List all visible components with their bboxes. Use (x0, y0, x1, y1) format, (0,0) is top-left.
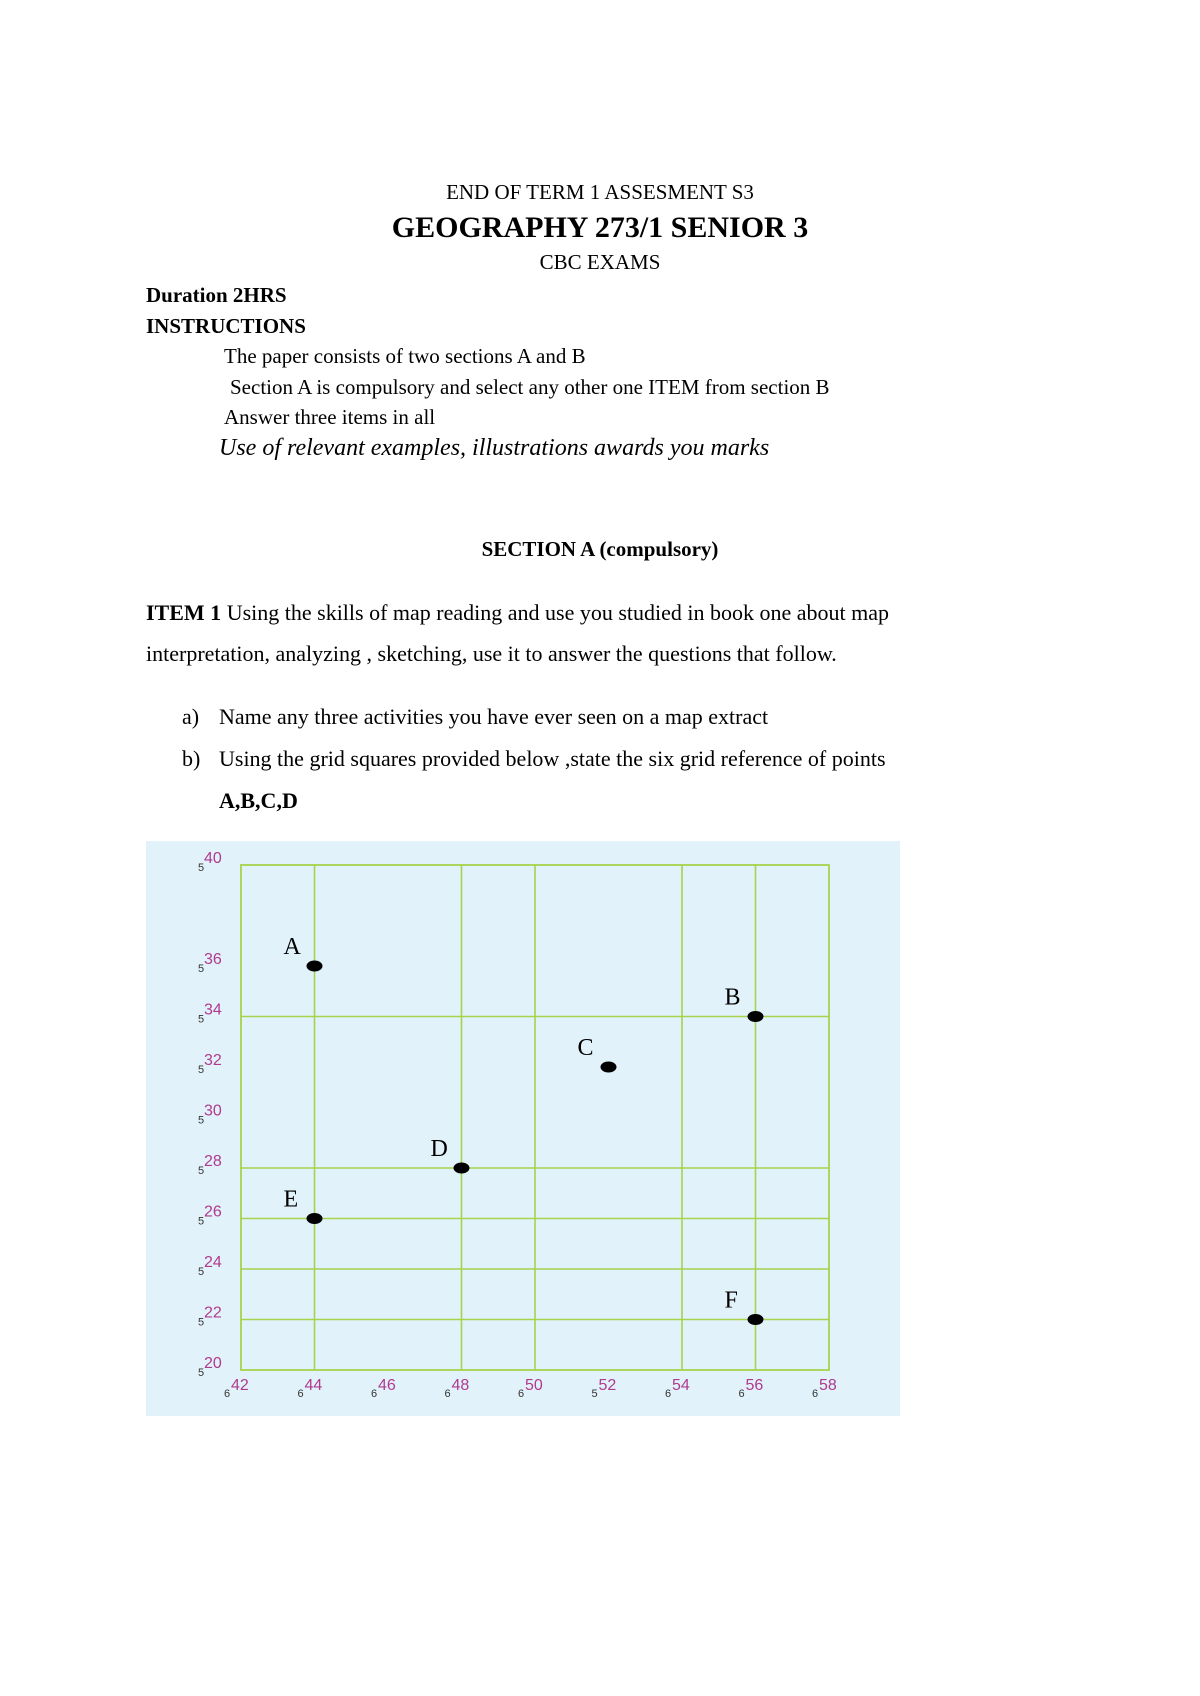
easting-prefix-label: 5 (591, 1388, 598, 1400)
assessment-title: END OF TERM 1 ASSESMENT S3 (446, 180, 754, 204)
easting-tick-label: 50 (525, 1377, 543, 1394)
map-background (146, 841, 900, 1416)
question-marker: a) (182, 704, 200, 729)
instructions-heading: INSTRUCTIONS (146, 314, 306, 338)
instruction-line: Answer three items in all (224, 405, 436, 429)
northing-prefix-label: 5 (198, 1064, 205, 1076)
map-point-label: D (430, 1136, 448, 1162)
instruction-line: The paper consists of two sections A and B (224, 344, 586, 368)
northing-tick-label: 34 (204, 1001, 222, 1019)
map-point-label: B (724, 984, 741, 1011)
northing-prefix-label: 5 (198, 963, 205, 975)
easting-prefix-label: 6 (738, 1388, 745, 1400)
northing-prefix-label: 5 (198, 1114, 205, 1127)
map-point-f (748, 1314, 764, 1325)
easting-prefix-label: 6 (297, 1388, 304, 1400)
easting-prefix-label: 6 (224, 1388, 231, 1400)
easting-tick-label: 48 (451, 1377, 470, 1394)
easting-prefix-label: 6 (812, 1388, 819, 1400)
points-list: A,B,C,D (219, 788, 298, 813)
northing-tick-label: 24 (204, 1254, 222, 1271)
northing-prefix-label: 5 (198, 1013, 205, 1026)
northing-prefix-label: 5 (198, 1266, 205, 1278)
section-a-heading: SECTION A (compulsory) (481, 537, 719, 561)
question-b-text: Using the grid squares provided below ,state the six grid reference of points (219, 746, 886, 771)
easting-tick-label: 58 (819, 1377, 837, 1394)
northing-tick-label: 26 (204, 1203, 222, 1221)
northing-tick-label: 30 (204, 1102, 222, 1120)
northing-tick-label: 40 (204, 850, 222, 867)
exam-title: GEOGRAPHY 273/1 SENIOR 3 (391, 211, 809, 244)
map-point-a (307, 961, 323, 972)
question-a-text: Name any three activities you have ever seen on a map extract (219, 704, 769, 729)
easting-prefix-label: 6 (444, 1388, 451, 1400)
easting-tick-label: 52 (598, 1377, 617, 1394)
grid-reference-map (146, 841, 900, 1416)
map-point-label: F (724, 1287, 738, 1314)
map-point-label: A (283, 934, 301, 960)
item-1-text: Using the skills of map reading and use you studied in book one about map (221, 600, 890, 625)
northing-tick-label: 28 (204, 1153, 222, 1170)
northing-prefix-label: 5 (198, 1316, 205, 1329)
northing-tick-label: 36 (204, 951, 222, 968)
northing-prefix-label: 5 (198, 1367, 205, 1379)
grid-map-canvas (146, 841, 900, 1416)
instruction-line: Section A is compulsory and select any other one ITEM from section B (230, 375, 830, 399)
easting-tick-label: 56 (745, 1377, 764, 1394)
map-point-e (307, 1213, 323, 1224)
item-1-intro (146, 600, 889, 626)
northing-tick-label: 22 (204, 1304, 222, 1322)
map-point-label: E (283, 1186, 299, 1213)
northing-prefix-label: 5 (198, 1215, 205, 1228)
easting-tick-label: 44 (304, 1377, 323, 1394)
easting-tick-label: 46 (378, 1377, 396, 1394)
northing-prefix-label: 5 (198, 862, 205, 874)
instruction-note: Use of relevant examples, illustrations awards you marks (219, 435, 770, 461)
item-1-label: ITEM 1 (146, 600, 222, 625)
northing-prefix-label: 5 (198, 1165, 205, 1177)
question-marker: b) (182, 746, 201, 771)
northing-tick-label: 32 (204, 1052, 222, 1069)
northing-tick-label: 20 (204, 1355, 222, 1372)
easting-prefix-label: 6 (371, 1388, 378, 1400)
map-point-b (748, 1011, 764, 1022)
easting-tick-label: 42 (231, 1377, 249, 1394)
duration-label: Duration 2HRS (146, 283, 287, 307)
map-point-label: C (577, 1035, 594, 1061)
item-1-text-continued: interpretation, analyzing , sketching, use it to answer the questions that follow. (146, 641, 837, 666)
easting-prefix-label: 6 (518, 1388, 525, 1400)
easting-prefix-label: 6 (665, 1388, 672, 1400)
map-point-c (601, 1062, 617, 1073)
map-point-d (454, 1163, 470, 1174)
exam-subtitle: CBC EXAMS (539, 250, 661, 274)
easting-tick-label: 54 (672, 1377, 690, 1394)
